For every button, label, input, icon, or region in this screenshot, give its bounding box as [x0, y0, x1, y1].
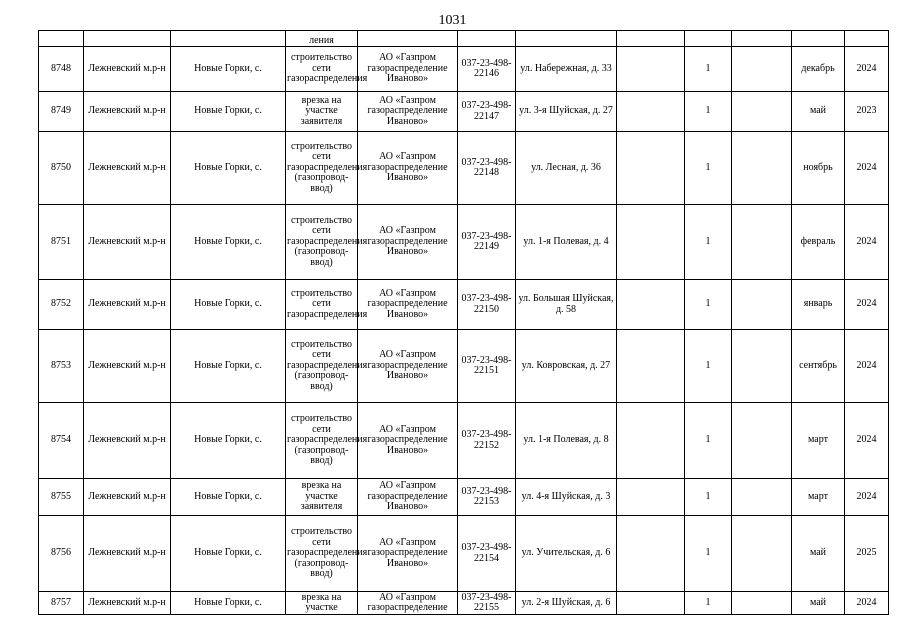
- month-text: февраль: [800, 235, 836, 247]
- cell-year: [845, 280, 889, 330]
- cell-month: [792, 31, 845, 47]
- locality-text: Новые Горки, с.: [194, 434, 262, 446]
- cell-empty-2: [732, 132, 792, 205]
- cell-qty: [685, 132, 732, 205]
- locality-text: Новые Горки, с.: [194, 62, 262, 74]
- cell-num: [39, 403, 84, 479]
- num-text: 8751: [51, 235, 71, 247]
- cell-qty: [685, 330, 732, 403]
- month-text: март: [808, 434, 828, 446]
- cell-empty-2: [732, 280, 792, 330]
- work-text: врезка на участке заявителя: [300, 94, 343, 127]
- qty-text: 1: [705, 161, 711, 173]
- code-text: 037-23-498-22152: [461, 429, 512, 451]
- year-text: 2025: [856, 547, 877, 559]
- work-text: строительство сети газораспределения (газопровод-ввод): [287, 413, 368, 467]
- org-text: АО «Газпром газораспределение Иваново»: [367, 52, 448, 85]
- qty-text: 1: [705, 105, 711, 117]
- org-text: АО «Газпром газораспределение Иваново»: [367, 349, 448, 382]
- cell-district: [84, 31, 171, 47]
- cell-year: [845, 205, 889, 280]
- table-row: [39, 403, 889, 479]
- cell-year: [845, 403, 889, 479]
- org-text: АО «Газпром газораспределение: [367, 591, 448, 613]
- cell-locality: [171, 479, 286, 516]
- qty-text: 1: [705, 62, 711, 74]
- address-text: ул. Лесная, д. 36: [531, 161, 601, 173]
- cell-org: [358, 47, 458, 92]
- cell-work: [286, 479, 358, 516]
- cell-empty-2: [732, 516, 792, 592]
- cell-district: [84, 403, 171, 479]
- district-text: Лежневский м.р-н: [88, 596, 166, 608]
- cell-locality: [171, 592, 286, 615]
- cell-org: [358, 31, 458, 47]
- code-text: 037-23-498-22146: [461, 57, 512, 79]
- cell-org: [358, 280, 458, 330]
- cell-empty-2: [732, 330, 792, 403]
- code-text: 037-23-498-22148: [461, 156, 512, 178]
- code-text: 037-23-498-22150: [461, 293, 512, 315]
- page-number: 1031: [438, 13, 467, 28]
- locality-text: Новые Горки, с.: [194, 298, 262, 310]
- cell-qty: [685, 280, 732, 330]
- cell-address: [516, 280, 617, 330]
- num-text: 8750: [51, 161, 71, 173]
- address-text: ул. Большая Шуйская, д. 58: [518, 293, 614, 315]
- cell-locality: [171, 132, 286, 205]
- table-row: [39, 280, 889, 330]
- address-text: ул. 1-я Полевая, д. 4: [523, 235, 609, 247]
- cell-month: [792, 205, 845, 280]
- continued-row-fragment: [39, 31, 889, 47]
- cell-district: [84, 132, 171, 205]
- table-row: [39, 92, 889, 132]
- address-text: ул. 4-я Шуйская, д. 3: [521, 490, 611, 502]
- month-text: май: [809, 105, 827, 117]
- year-text: 2024: [856, 490, 877, 502]
- cell-work: [286, 132, 368, 205]
- cell-year: [845, 92, 889, 132]
- district-text: Лежневский м.р-н: [88, 359, 166, 371]
- cell-num: [39, 31, 84, 47]
- cell-qty: [685, 47, 732, 92]
- num-text: 8749: [51, 105, 71, 117]
- cell-empty-1: [617, 31, 685, 47]
- cell-address: [516, 516, 617, 592]
- address-text: ул. Учительская, д. 6: [521, 547, 611, 559]
- year-text: 2024: [856, 235, 877, 247]
- cell-locality: [171, 330, 286, 403]
- locality-text: Новые Горки, с.: [194, 161, 262, 173]
- cell-month: [792, 403, 845, 479]
- code-text: 037-23-498-22155: [461, 591, 512, 613]
- org-text: АО «Газпром газораспределение Иваново»: [367, 94, 448, 127]
- cell-work: [286, 516, 368, 592]
- cell-locality: [171, 47, 286, 92]
- cell-year: [845, 132, 889, 205]
- locality-text: Новые Горки, с.: [194, 490, 262, 502]
- cell-code: [458, 31, 516, 47]
- locality-text: Новые Горки, с.: [194, 596, 262, 608]
- cell-district: [84, 516, 171, 592]
- cell-year: [845, 47, 889, 92]
- work-text: строительство сети газораспределения (газопровод-ввод): [287, 338, 368, 392]
- num-text: 8757: [51, 596, 71, 608]
- cell-address: [516, 479, 617, 516]
- cell-address: [516, 330, 617, 403]
- cell-month: [792, 592, 845, 615]
- cell-district: [84, 205, 171, 280]
- cell-empty-2: [732, 47, 792, 92]
- cell-year: [845, 516, 889, 592]
- table-row: [39, 132, 889, 205]
- table-body: [39, 31, 889, 615]
- cell-empty-1: [617, 330, 685, 403]
- cell-empty-2: [732, 479, 792, 516]
- cell-num: [39, 479, 84, 516]
- cell-year: [845, 31, 889, 47]
- address-text: ул. 1-я Полевая, д. 8: [523, 434, 609, 446]
- work-text: строительство сети газораспределения (газопровод-ввод): [287, 214, 368, 268]
- cell-empty-2: [732, 31, 792, 47]
- table-row: [39, 47, 889, 92]
- cell-locality: [171, 280, 286, 330]
- cell-num: [39, 92, 84, 132]
- cell-qty: [685, 92, 732, 132]
- org-text: АО «Газпром газораспределение Иваново»: [367, 287, 448, 320]
- cell-org: [358, 132, 458, 205]
- district-text: Лежневский м.р-н: [88, 547, 166, 559]
- year-text: 2024: [856, 62, 877, 74]
- year-text: 2024: [856, 359, 877, 371]
- year-text: 2023: [856, 105, 877, 117]
- district-text: Лежневский м.р-н: [88, 298, 166, 310]
- cell-code: [458, 132, 516, 205]
- num-text: 8753: [51, 359, 71, 371]
- year-text: 2024: [856, 161, 877, 173]
- cell-empty-1: [617, 280, 685, 330]
- num-text: 8754: [51, 434, 71, 446]
- cell-empty-1: [617, 92, 685, 132]
- cell-code: [458, 330, 516, 403]
- cell-qty: [685, 205, 732, 280]
- cell-district: [84, 592, 171, 615]
- org-text: АО «Газпром газораспределение Иваново»: [367, 423, 448, 456]
- cell-code: [458, 47, 516, 92]
- num-text: 8755: [51, 490, 71, 502]
- address-text: ул. Набережная, д. 33: [520, 62, 612, 74]
- cell-empty-1: [617, 516, 685, 592]
- cell-qty: [685, 403, 732, 479]
- qty-text: 1: [705, 359, 711, 371]
- cell-code: [458, 280, 516, 330]
- cell-empty-1: [617, 132, 685, 205]
- locality-text: Новые Горки, с.: [194, 235, 262, 247]
- cell-empty-1: [617, 592, 685, 615]
- cell-work: [286, 92, 358, 132]
- address-text: ул. Ковровская, д. 27: [521, 359, 611, 371]
- month-text: ноябрь: [803, 161, 833, 173]
- qty-text: 1: [705, 434, 711, 446]
- cell-year: [845, 592, 889, 615]
- work-text: ления: [309, 34, 334, 46]
- qty-text: 1: [705, 298, 711, 310]
- org-text: АО «Газпром газораспределение Иваново»: [367, 151, 448, 184]
- cell-work: [286, 330, 368, 403]
- cell-locality: [171, 403, 286, 479]
- qty-text: 1: [705, 235, 711, 247]
- work-text: врезка на участке заявителя: [300, 480, 343, 513]
- cell-work: [286, 403, 368, 479]
- registry-table: [38, 30, 889, 615]
- locality-text: Новые Горки, с.: [194, 105, 262, 117]
- cell-code: [458, 92, 516, 132]
- year-text: 2024: [856, 434, 877, 446]
- cell-work: [286, 205, 368, 280]
- district-text: Лежневский м.р-н: [88, 235, 166, 247]
- cell-address: [516, 31, 617, 47]
- cell-district: [84, 47, 171, 92]
- cell-address: [516, 205, 617, 280]
- cell-address: [516, 403, 617, 479]
- cell-empty-1: [617, 403, 685, 479]
- month-text: май: [809, 596, 827, 608]
- work-text: строительство сети газораспределения (газопровод-ввод): [287, 526, 368, 580]
- table-row: [39, 330, 889, 403]
- cell-num: [39, 516, 84, 592]
- code-text: 037-23-498-22154: [461, 542, 512, 564]
- cell-empty-2: [732, 403, 792, 479]
- cell-org: [358, 92, 458, 132]
- cell-org: [358, 330, 458, 403]
- cell-empty-2: [732, 205, 792, 280]
- cell-num: [39, 205, 84, 280]
- cell-org: [358, 205, 458, 280]
- cell-locality: [171, 31, 286, 47]
- cell-org: [358, 403, 458, 479]
- cell-address: [516, 132, 617, 205]
- cell-district: [84, 280, 171, 330]
- cell-address: [516, 592, 617, 615]
- org-text: АО «Газпром газораспределение Иваново»: [367, 225, 448, 258]
- cell-locality: [171, 92, 286, 132]
- work-text: строительство сети газораспределения: [287, 287, 368, 320]
- district-text: Лежневский м.р-н: [88, 105, 166, 117]
- cell-num: [39, 592, 84, 615]
- cell-year: [845, 330, 889, 403]
- month-text: январь: [803, 298, 833, 310]
- code-text: 037-23-498-22153: [461, 485, 512, 507]
- cell-month: [792, 92, 845, 132]
- year-text: 2024: [856, 298, 877, 310]
- cell-month: [792, 516, 845, 592]
- cell-month: [792, 47, 845, 92]
- cell-work: [286, 47, 368, 92]
- cell-district: [84, 92, 171, 132]
- year-text: 2024: [856, 596, 877, 608]
- work-text: врезка на участке: [301, 591, 342, 613]
- cell-locality: [171, 205, 286, 280]
- table-row: [39, 516, 889, 592]
- locality-text: Новые Горки, с.: [194, 547, 262, 559]
- cell-address: [516, 47, 617, 92]
- code-text: 037-23-498-22151: [461, 354, 512, 376]
- qty-text: 1: [705, 547, 711, 559]
- cell-qty: [685, 479, 732, 516]
- address-text: ул. 2-я Шуйская, д. 6: [521, 596, 611, 608]
- cell-qty: [685, 31, 732, 47]
- work-text: строительство сети газораспределения (газопровод-ввод): [287, 140, 368, 194]
- cell-org: [358, 592, 458, 615]
- cell-empty-2: [732, 92, 792, 132]
- table-row: [39, 592, 889, 615]
- cell-num: [39, 330, 84, 403]
- num-text: 8756: [51, 547, 71, 559]
- month-text: сентябрь: [799, 359, 837, 371]
- cell-month: [792, 330, 845, 403]
- month-text: март: [808, 490, 828, 502]
- cell-month: [792, 479, 845, 516]
- org-text: АО «Газпром газораспределение Иваново»: [367, 536, 448, 569]
- cell-district: [84, 479, 171, 516]
- cell-code: [458, 403, 516, 479]
- cell-org: [358, 479, 458, 516]
- cell-district: [84, 330, 171, 403]
- table-row: [39, 479, 889, 516]
- cell-month: [792, 132, 845, 205]
- code-text: 037-23-498-22149: [461, 230, 512, 252]
- cell-work: [286, 592, 358, 615]
- district-text: Лежневский м.р-н: [88, 161, 166, 173]
- cell-month: [792, 280, 845, 330]
- cell-work: [286, 31, 358, 47]
- cell-year: [845, 479, 889, 516]
- cell-org: [358, 516, 458, 592]
- cell-empty-1: [617, 205, 685, 280]
- cell-qty: [685, 516, 732, 592]
- locality-text: Новые Горки, с.: [194, 359, 262, 371]
- cell-code: [458, 516, 516, 592]
- num-text: 8752: [51, 298, 71, 310]
- district-text: Лежневский м.р-н: [88, 490, 166, 502]
- address-text: ул. 3-я Шуйская, д. 27: [519, 105, 613, 117]
- cell-address: [516, 92, 617, 132]
- district-text: Лежневский м.р-н: [88, 62, 166, 74]
- month-text: декабрь: [801, 62, 835, 74]
- work-text: строительство сети газораспределения: [287, 52, 368, 85]
- cell-locality: [171, 516, 286, 592]
- org-text: АО «Газпром газораспределение Иваново»: [367, 480, 448, 513]
- cell-code: [458, 205, 516, 280]
- qty-text: 1: [705, 596, 711, 608]
- month-text: май: [809, 547, 827, 559]
- table-row: [39, 205, 889, 280]
- num-text: 8748: [51, 62, 71, 74]
- cell-num: [39, 132, 84, 205]
- cell-empty-2: [732, 592, 792, 615]
- cell-empty-1: [617, 479, 685, 516]
- qty-text: 1: [705, 490, 711, 502]
- cell-num: [39, 47, 84, 92]
- code-text: 037-23-498-22147: [461, 100, 512, 122]
- cell-num: [39, 280, 84, 330]
- cell-empty-1: [617, 47, 685, 92]
- cell-work: [286, 280, 368, 330]
- district-text: Лежневский м.р-н: [88, 434, 166, 446]
- cell-code: [458, 479, 516, 516]
- cell-code: [458, 592, 516, 615]
- cell-qty: [685, 592, 732, 615]
